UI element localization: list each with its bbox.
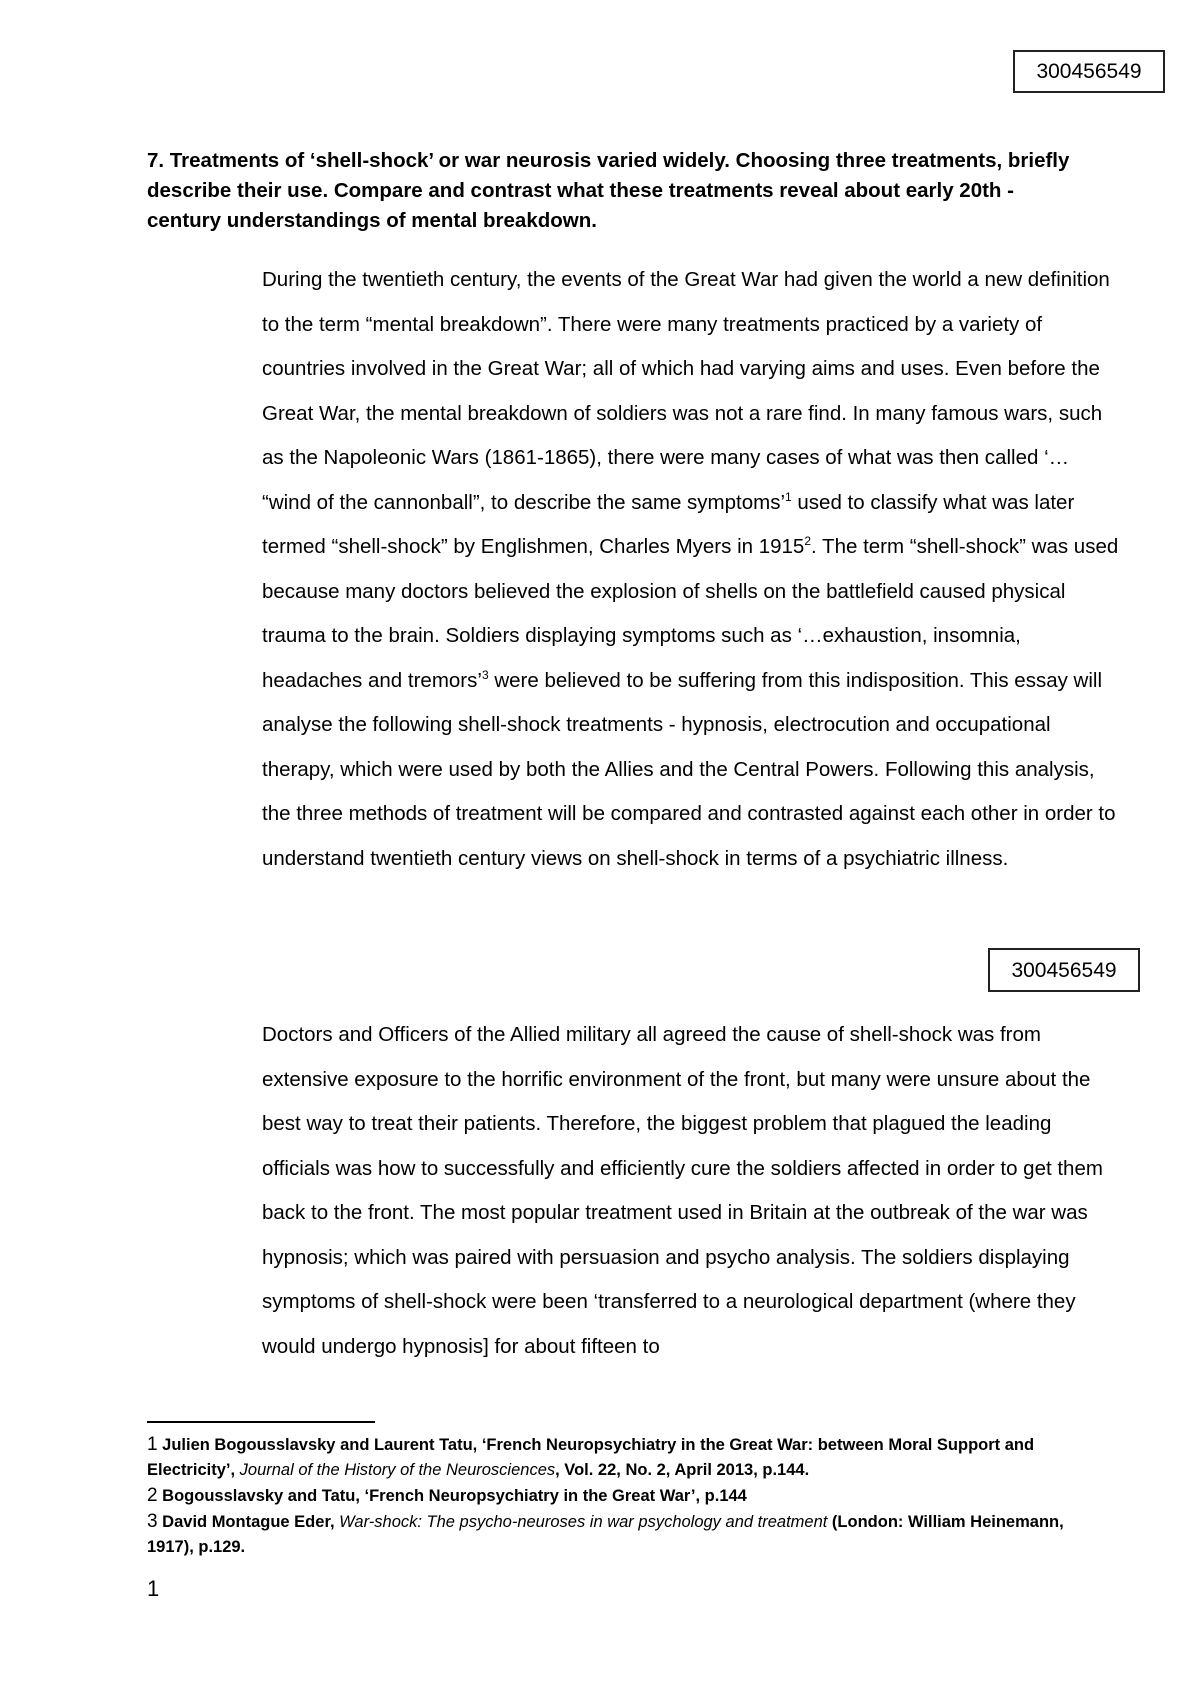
footnote-2 xyxy=(147,1483,1067,1509)
body-paragraph-1 xyxy=(262,258,1122,881)
essay-question: 7. Treatments of ‘shell-shock’ or war neurosis varied widely. Choosing three treatments, briefly describe their use. Compare and contrast what these treatments reveal about early 20th - century understandings of mental breakdown. xyxy=(147,149,1070,232)
student-id-text: 300456549 xyxy=(1036,60,1142,83)
footnote-separator xyxy=(147,1421,375,1423)
footnote-ref-2: 2 xyxy=(804,534,812,548)
footnote-3 xyxy=(147,1509,1067,1560)
student-id-box-mid xyxy=(988,948,1140,992)
footnotes xyxy=(147,1432,1067,1560)
paragraph-1-text: . The term “shell-shock” was used because many doctors believed the explosion of shells on the battlefield caused physical trauma to the brain. Soldiers displaying symptoms such as ‘…exhaustion, insomnia, headaches and tremors’ xyxy=(262,535,1119,692)
footnote-italic-title: War-shock: The psycho-neuroses in war psychology and treatment xyxy=(339,1513,828,1531)
paragraph-1-text: During the twentieth century, the events of the Great War had given the world a new definition to the term “mental breakdown”. There were many treatments practiced by a variety of countries involved in the Great War; all of which had varying aims and uses. Even before the Great War, the mental breakdown of soldiers was not a rare find. In many famous wars, such as the Napoleonic Wars (1861-1865), there were many cases of what was then called ‘… “wind of the cannonball”, to describe the same symptoms’ xyxy=(262,268,1110,514)
footnote-number: 1 xyxy=(147,1434,158,1455)
footnote-number: 2 xyxy=(147,1485,158,1506)
paragraph-1-text: used to classify what was later termed “shell-shock” by Englishmen, Charles Myers in 1915 xyxy=(262,490,1075,558)
footnote-ref-1: 1 xyxy=(785,489,792,504)
page-number: 1 xyxy=(147,1576,160,1601)
footnote-text: (London: William Heinemann, 1917), p.129. xyxy=(147,1513,1064,1556)
footnote-number: 3 xyxy=(147,1511,158,1532)
footnote-text: , Vol. 22, No. 2, April 2013, p.144. xyxy=(555,1461,810,1479)
footnote-text: Julien Bogousslavsky and Laurent Tatu, ‘French Neuropsychiatry in the Great War: between Moral Support and Electricity’, xyxy=(147,1436,1035,1479)
footnote-1 xyxy=(147,1432,1067,1483)
student-id-text: 300456549 xyxy=(1011,958,1117,982)
body-paragraph-2: Doctors and Officers of the Allied military all agreed the cause of shell-shock was from extensive exposure to the horrific environment of the front, but many were unsure about the best way to treat their patients. Therefore, the biggest problem that plagued the leading officials was how to successfully and efficiently cure the soldiers affected in order to get them back to the front. The most popular treatment used in Britain at the outbreak of the war was hypnosis; which was paired with persuasion and psycho analysis. The soldiers displaying symptoms of shell-shock were been ‘transferred to a neurological department (where they would undergo hypnosis] for about fifteen to xyxy=(262,1023,1103,1358)
footnote-ref-3: 3 xyxy=(481,667,489,682)
footnote-italic-title: Journal of the History of the Neurosciences xyxy=(239,1461,556,1479)
footnote-text: Bogousslavsky and Tatu, ‘French Neuropsychiatry in the Great War’, p.144 xyxy=(162,1487,747,1505)
footnote-text: David Montague Eder, xyxy=(162,1513,340,1531)
paragraph-1-text: were believed to be suffering from this indisposition. This essay will analyse the following shell-shock treatments - hypnosis, electrocution and occupational therapy, which were used by both the Allies and the Central Powers. Following this analysis, the three methods of treatment will be compared and contrasted against each other in order to understand twentieth century views on shell-shock in terms of a psychiatric illness. xyxy=(262,668,1116,870)
student-id-box-top xyxy=(1013,50,1165,93)
